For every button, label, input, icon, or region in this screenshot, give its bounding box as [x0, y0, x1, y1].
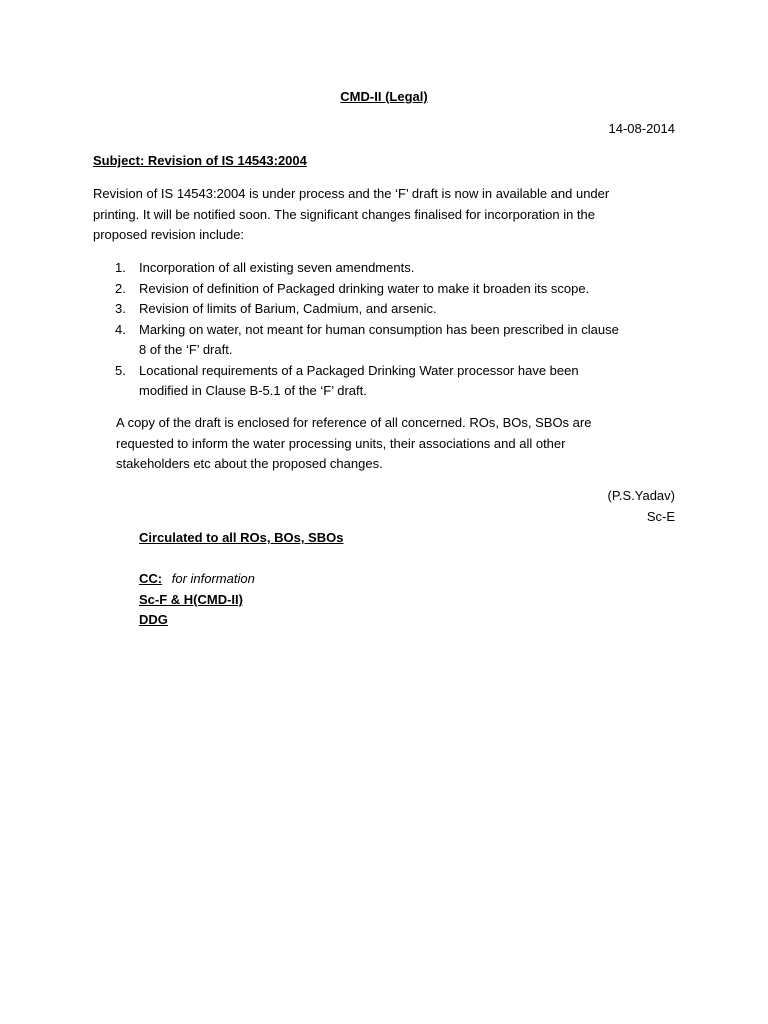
list-item-text: Marking on water, not meant for human consumption has been prescribed in clause [139, 321, 619, 337]
list-item-number: 3. [115, 301, 126, 316]
cc-recipient: Sc-F & H(CMD-II) [139, 592, 243, 607]
list-item [109, 299, 619, 320]
list-item [109, 361, 619, 402]
intro-line: Revision of IS 14543:2004 is under process and the ‘F’ draft is now in available and under [93, 186, 610, 201]
circulation-note: Circulated to all ROs, BOs, SBOs [139, 530, 344, 545]
intro-line: printing. It will be notified soon. The significant changes finalised for incorporation in the [93, 206, 595, 222]
closing-line: stakeholders etc about the proposed changes. [116, 456, 383, 471]
cc-label: CC: [139, 571, 163, 586]
list-item-text: modified in Clause B-5.1 of the ‘F’ draft. [139, 383, 367, 398]
cc-line [139, 569, 255, 589]
list-item-number: 1. [115, 260, 126, 275]
list-item-text: Locational requirements of a Packaged Drinking Water processor have been [139, 362, 579, 378]
heading-text: CMD-II (Legal) [340, 89, 428, 104]
list-item [109, 320, 619, 361]
list-item-text: Incorporation of all existing seven amendments. [139, 260, 415, 275]
list-item-number: 4. [115, 321, 126, 337]
list-item-text: Revision of limits of Barium, Cadmium, and arsenic. [139, 301, 437, 316]
subject-line: Subject: Revision of IS 14543:2004 [93, 153, 307, 168]
signatory-title: Sc-E [646, 509, 675, 524]
intro-line: proposed revision include: [93, 227, 245, 242]
signatory-name: (P.S.Yadav) [607, 488, 675, 503]
list-item-text: Revision of definition of Packaged drinking water to make it broaden its scope. [139, 280, 590, 296]
cc-recipient: DDG [139, 612, 168, 627]
cc-note: for information [171, 571, 255, 586]
list-item [109, 258, 619, 279]
intro-paragraph [93, 184, 609, 246]
list-item [109, 279, 619, 300]
list-item-number: 2. [115, 280, 126, 296]
list-item-text: 8 of the ‘F’ draft. [139, 342, 233, 357]
document-heading [0, 87, 768, 107]
closing-paragraph [116, 413, 591, 475]
list-item-number: 5. [115, 362, 126, 378]
closing-line: requested to inform the water processing units, their associations and all other [116, 435, 566, 451]
closing-line: A copy of the draft is enclosed for reference of all concerned. ROs, BOs, SBOs are [116, 415, 592, 430]
document-date: 14-08-2014 [608, 121, 675, 136]
changes-list [109, 258, 619, 402]
